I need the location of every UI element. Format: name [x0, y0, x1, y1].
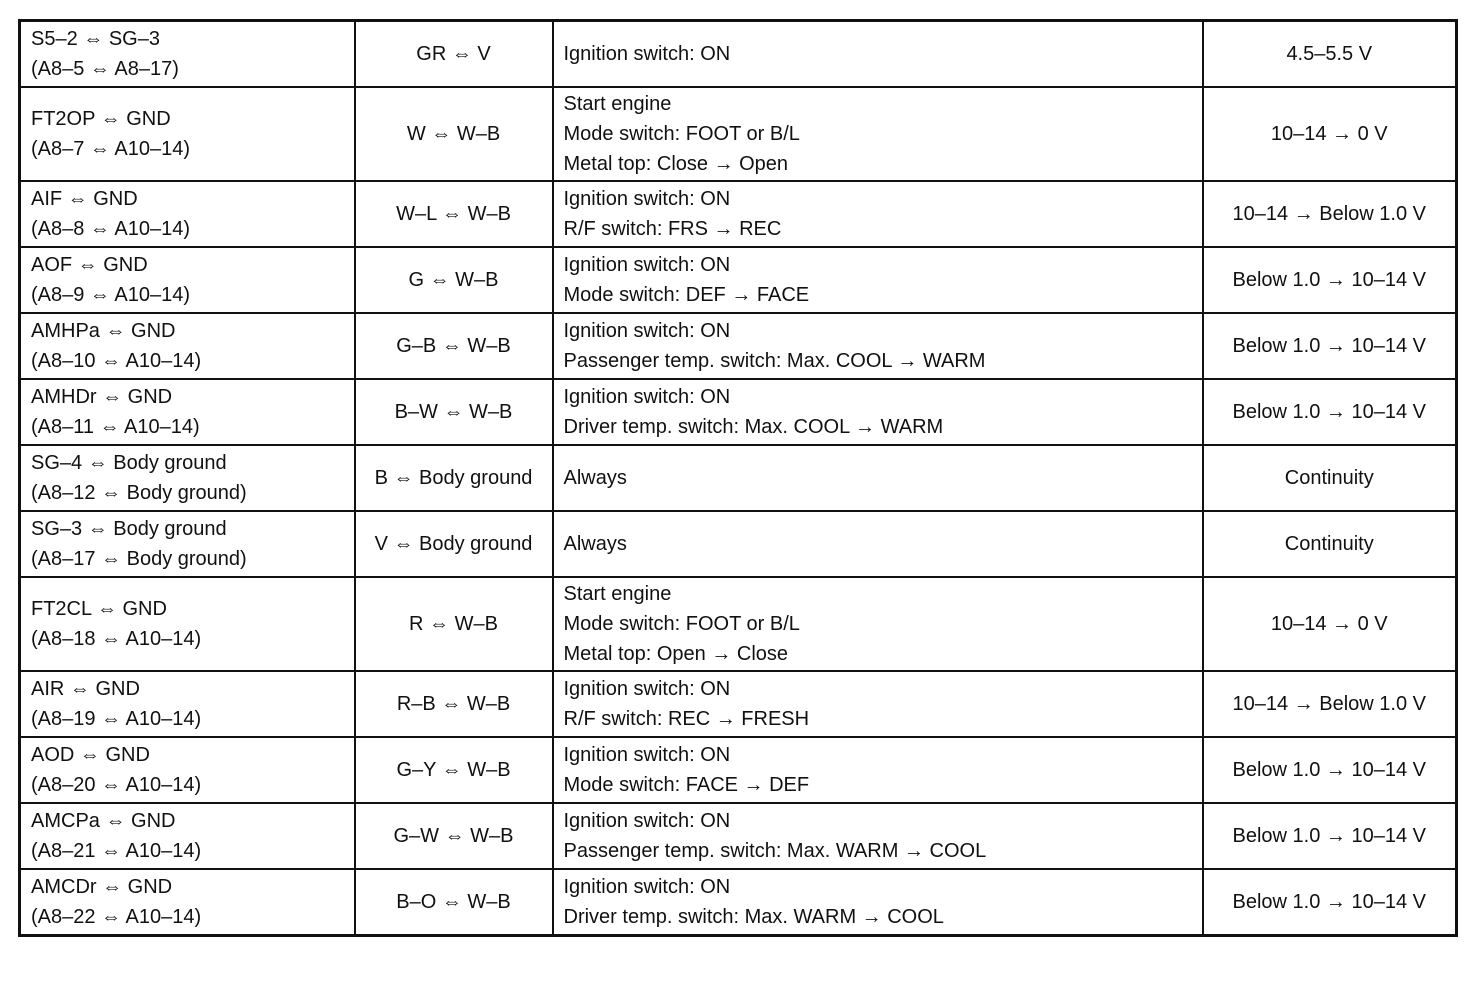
table-row	[20, 379, 1457, 445]
condition-cell	[553, 671, 1203, 737]
condition-line: Metal top: Close → Open	[563, 153, 789, 175]
wiring-color-cell: B–O ⇔ W–B	[355, 869, 553, 936]
specified-condition-cell: Below 1.0 → 10–14 V	[1203, 737, 1457, 803]
terminal-name: S5–2 ⇔ SG–3	[31, 28, 160, 50]
condition-line: R/F switch: REC → FRESH	[563, 708, 810, 730]
condition-cell	[553, 511, 1203, 577]
condition-cell	[553, 445, 1203, 511]
table-row	[20, 577, 1457, 671]
condition-line: Start engine	[563, 583, 672, 605]
terminal-pins: (A8–18 ⇔ A10–14)	[31, 628, 202, 650]
terminal-cell	[20, 181, 355, 247]
condition-cell	[553, 803, 1203, 869]
terminal-name: AMCPa ⇔ GND	[31, 810, 176, 832]
condition-line: Ignition switch: ON	[563, 678, 731, 700]
condition-line: Ignition switch: ON	[563, 188, 731, 210]
table-row	[20, 313, 1457, 379]
terminal-cell	[20, 313, 355, 379]
wiring-color-cell: GR ⇔ V	[355, 21, 553, 88]
wiring-color-cell: G ⇔ W–B	[355, 247, 553, 313]
wiring-color-cell: R–B ⇔ W–B	[355, 671, 553, 737]
terminal-cell	[20, 671, 355, 737]
terminal-inspection-table	[18, 19, 1458, 937]
condition-cell	[553, 379, 1203, 445]
terminal-pins: (A8–22 ⇔ A10–14)	[31, 906, 202, 928]
terminal-pins: (A8–10 ⇔ A10–14)	[31, 350, 202, 372]
condition-cell	[553, 577, 1203, 671]
specified-condition-cell: Below 1.0 → 10–14 V	[1203, 313, 1457, 379]
condition-cell	[553, 869, 1203, 936]
terminal-name: AMHDr ⇔ GND	[31, 386, 173, 408]
terminal-name: AMCDr ⇔ GND	[31, 876, 173, 898]
terminal-pins: (A8–5 ⇔ A8–17)	[31, 58, 179, 80]
condition-line: Ignition switch: ON	[563, 810, 731, 832]
specified-condition-cell: Continuity	[1203, 445, 1457, 511]
terminal-name: SG–3 ⇔ Body ground	[31, 518, 227, 540]
condition-line: Mode switch: DEF → FACE	[563, 284, 810, 306]
wiring-color-cell: B ⇔ Body ground	[355, 445, 553, 511]
table-row	[20, 21, 1457, 88]
condition-line: Driver temp. switch: Max. COOL → WARM	[563, 416, 944, 438]
condition-line: Driver temp. switch: Max. WARM → COOL	[563, 906, 944, 928]
table-row	[20, 247, 1457, 313]
specified-condition-cell: 10–14 → 0 V	[1203, 577, 1457, 671]
wiring-color-cell: W–L ⇔ W–B	[355, 181, 553, 247]
wiring-color-cell: R ⇔ W–B	[355, 577, 553, 671]
condition-cell	[553, 247, 1203, 313]
terminal-pins: (A8–17 ⇔ Body ground)	[31, 548, 247, 570]
condition-cell	[553, 181, 1203, 247]
condition-line: Ignition switch: ON	[563, 876, 731, 898]
condition-line: Mode switch: FOOT or B/L	[563, 613, 800, 635]
wiring-color-cell: W ⇔ W–B	[355, 87, 553, 181]
terminal-pins: (A8–20 ⇔ A10–14)	[31, 774, 202, 796]
condition-line: Ignition switch: ON	[563, 254, 731, 276]
terminal-name: AIF ⇔ GND	[31, 188, 138, 210]
terminal-cell	[20, 87, 355, 181]
terminal-name: AOF ⇔ GND	[31, 254, 148, 276]
terminal-name: FT2OP ⇔ GND	[31, 108, 171, 130]
terminal-name: AIR ⇔ GND	[31, 678, 140, 700]
condition-line: Passenger temp. switch: Max. WARM → COOL	[563, 840, 987, 862]
wiring-color-cell: V ⇔ Body ground	[355, 511, 553, 577]
specified-condition-cell: Continuity	[1203, 511, 1457, 577]
condition-line: Mode switch: FOOT or B/L	[563, 123, 800, 145]
specified-condition-cell: 4.5–5.5 V	[1203, 21, 1457, 88]
condition-line: Ignition switch: ON	[563, 386, 731, 408]
wiring-color-cell: G–Y ⇔ W–B	[355, 737, 553, 803]
table-row	[20, 803, 1457, 869]
specified-condition-cell: Below 1.0 → 10–14 V	[1203, 869, 1457, 936]
condition-line: Passenger temp. switch: Max. COOL → WARM	[563, 350, 986, 372]
condition-line: Start engine	[563, 93, 672, 115]
terminal-cell	[20, 511, 355, 577]
condition-line: Ignition switch: ON	[563, 320, 731, 342]
terminal-cell	[20, 379, 355, 445]
condition-line: Always	[563, 533, 627, 555]
condition-line: Ignition switch: ON	[563, 744, 731, 766]
terminal-name: SG–4 ⇔ Body ground	[31, 452, 227, 474]
wiring-color-cell: G–W ⇔ W–B	[355, 803, 553, 869]
terminal-cell	[20, 869, 355, 936]
terminal-pins: (A8–21 ⇔ A10–14)	[31, 840, 202, 862]
specified-condition-cell: 10–14 → Below 1.0 V	[1203, 181, 1457, 247]
condition-line: Metal top: Open → Close	[563, 643, 789, 665]
terminal-name: AOD ⇔ GND	[31, 744, 150, 766]
terminal-cell	[20, 737, 355, 803]
wiring-color-cell: B–W ⇔ W–B	[355, 379, 553, 445]
terminal-pins: (A8–9 ⇔ A10–14)	[31, 284, 190, 306]
condition-line: Always	[563, 467, 627, 489]
specified-condition-cell: 10–14 → Below 1.0 V	[1203, 671, 1457, 737]
terminal-cell	[20, 577, 355, 671]
table-row	[20, 869, 1457, 936]
terminal-cell	[20, 21, 355, 88]
terminal-pins: (A8–19 ⇔ A10–14)	[31, 708, 202, 730]
condition-cell	[553, 313, 1203, 379]
condition-line: Ignition switch: ON	[563, 43, 731, 65]
condition-line: R/F switch: FRS → REC	[563, 218, 782, 240]
table-row	[20, 445, 1457, 511]
condition-cell	[553, 21, 1203, 88]
specified-condition-cell: 10–14 → 0 V	[1203, 87, 1457, 181]
specified-condition-cell: Below 1.0 → 10–14 V	[1203, 803, 1457, 869]
specified-condition-cell: Below 1.0 → 10–14 V	[1203, 247, 1457, 313]
terminal-cell	[20, 445, 355, 511]
wiring-color-cell: G–B ⇔ W–B	[355, 313, 553, 379]
terminal-pins: (A8–12 ⇔ Body ground)	[31, 482, 247, 504]
table-row	[20, 737, 1457, 803]
terminal-name: AMHPa ⇔ GND	[31, 320, 176, 342]
specified-condition-cell: Below 1.0 → 10–14 V	[1203, 379, 1457, 445]
table-row	[20, 181, 1457, 247]
terminal-name: FT2CL ⇔ GND	[31, 598, 167, 620]
table-row	[20, 87, 1457, 181]
table-row	[20, 511, 1457, 577]
terminal-cell	[20, 803, 355, 869]
terminal-pins: (A8–7 ⇔ A10–14)	[31, 138, 190, 160]
condition-cell	[553, 87, 1203, 181]
table-row	[20, 671, 1457, 737]
terminal-cell	[20, 247, 355, 313]
terminal-pins: (A8–8 ⇔ A10–14)	[31, 218, 190, 240]
terminal-pins: (A8–11 ⇔ A10–14)	[31, 416, 200, 438]
condition-line: Mode switch: FACE → DEF	[563, 774, 810, 796]
condition-cell	[553, 737, 1203, 803]
